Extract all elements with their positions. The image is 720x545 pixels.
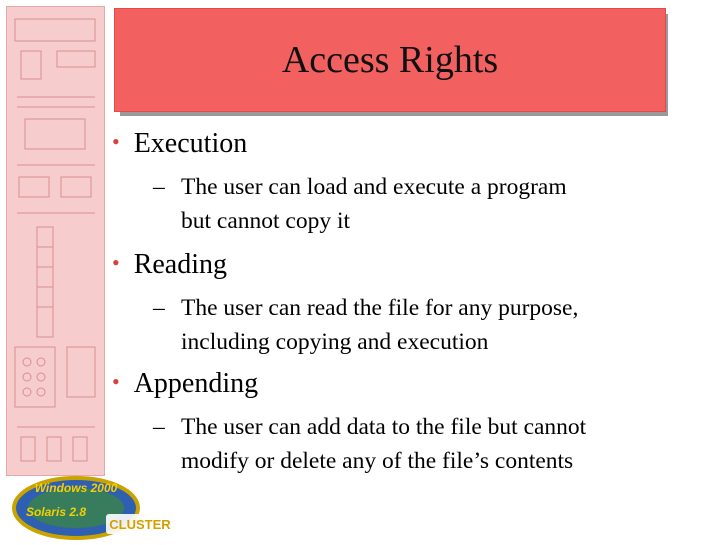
bullet-dot-icon: • (112, 250, 120, 275)
dash-icon: – (153, 414, 165, 440)
bullet-dot-icon: • (112, 369, 120, 394)
bullet-dot-icon: • (112, 129, 120, 154)
bullet-label: Execution (133, 128, 248, 159)
sub-bullet-execution (153, 170, 567, 238)
sub-bullet-line: The user can add data to the file but cannot (181, 414, 587, 440)
sub-bullet-appending (153, 410, 586, 478)
bullet-appending (112, 368, 258, 400)
logo-text-cluster: CLUSTER (109, 517, 171, 532)
logo-text-solaris: Solaris 2.8 (25, 505, 87, 519)
logo-text-windows: Windows 2000 (34, 481, 118, 495)
sub-bullet-line: including copying and execution (181, 329, 489, 355)
slide-title: Access Rights (281, 39, 499, 81)
sub-bullet-line: modify or delete any of the file’s contents (181, 448, 574, 474)
bullet-execution (112, 128, 247, 160)
dash-icon: – (153, 295, 165, 321)
bullet-label: Reading (133, 249, 228, 280)
sub-bullet-line: The user can read the file for any purpose, (181, 295, 579, 321)
bullet-label: Appending (133, 368, 259, 399)
sub-bullet-reading (153, 291, 578, 359)
sub-bullet-line: The user can load and execute a program (181, 174, 567, 200)
bullet-reading (112, 249, 227, 281)
dash-icon: – (153, 174, 165, 200)
sub-bullet-line: but cannot copy it (181, 208, 351, 234)
